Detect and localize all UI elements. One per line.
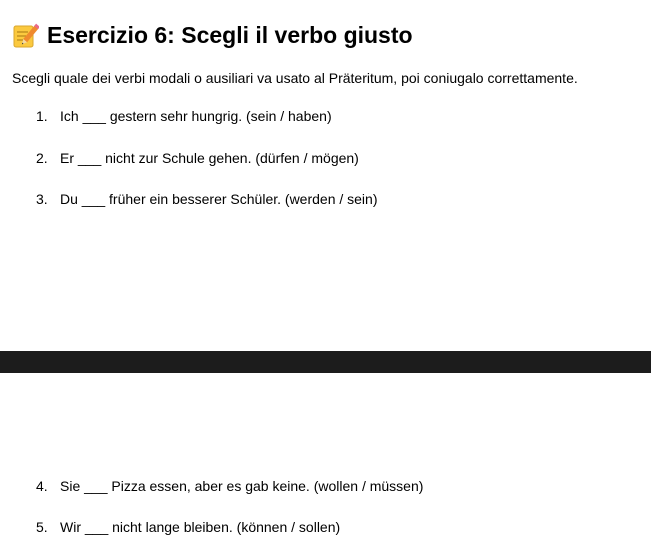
item-text: Ich ___ gestern sehr hungrig. (sein / haben): [60, 108, 332, 124]
instructions: Scegli quale dei verbi modali o ausiliari va usato al Präteritum, poi coniugalo correttamente.: [12, 70, 578, 86]
item-number: 1.: [36, 108, 48, 124]
item-number: 4.: [36, 478, 48, 494]
item-text: Wir ___ nicht lange bleiben. (können / sollen): [60, 519, 341, 535]
item-number: 5.: [36, 519, 48, 535]
item-number: 3.: [36, 191, 48, 207]
item-text: Du ___ früher ein besserer Schüler. (werden / sein): [60, 191, 378, 207]
memo-icon: [12, 22, 39, 49]
exercise-item-3: [36, 191, 378, 207]
item-text: Er ___ nicht zur Schule gehen. (dürfen / mögen): [60, 150, 359, 166]
page-separator: [0, 351, 651, 373]
exercise-item-2: [36, 150, 359, 166]
exercise-item-1: [36, 108, 332, 124]
title-text: Esercizio 6: Scegli il verbo giusto: [47, 21, 413, 48]
item-number: 2.: [36, 150, 48, 166]
exercise-item-4: [36, 478, 423, 494]
exercise-item-5: [36, 519, 340, 535]
item-text: Sie ___ Pizza essen, aber es gab keine. (wollen / müssen): [60, 478, 424, 494]
exercise-title: [12, 18, 413, 52]
